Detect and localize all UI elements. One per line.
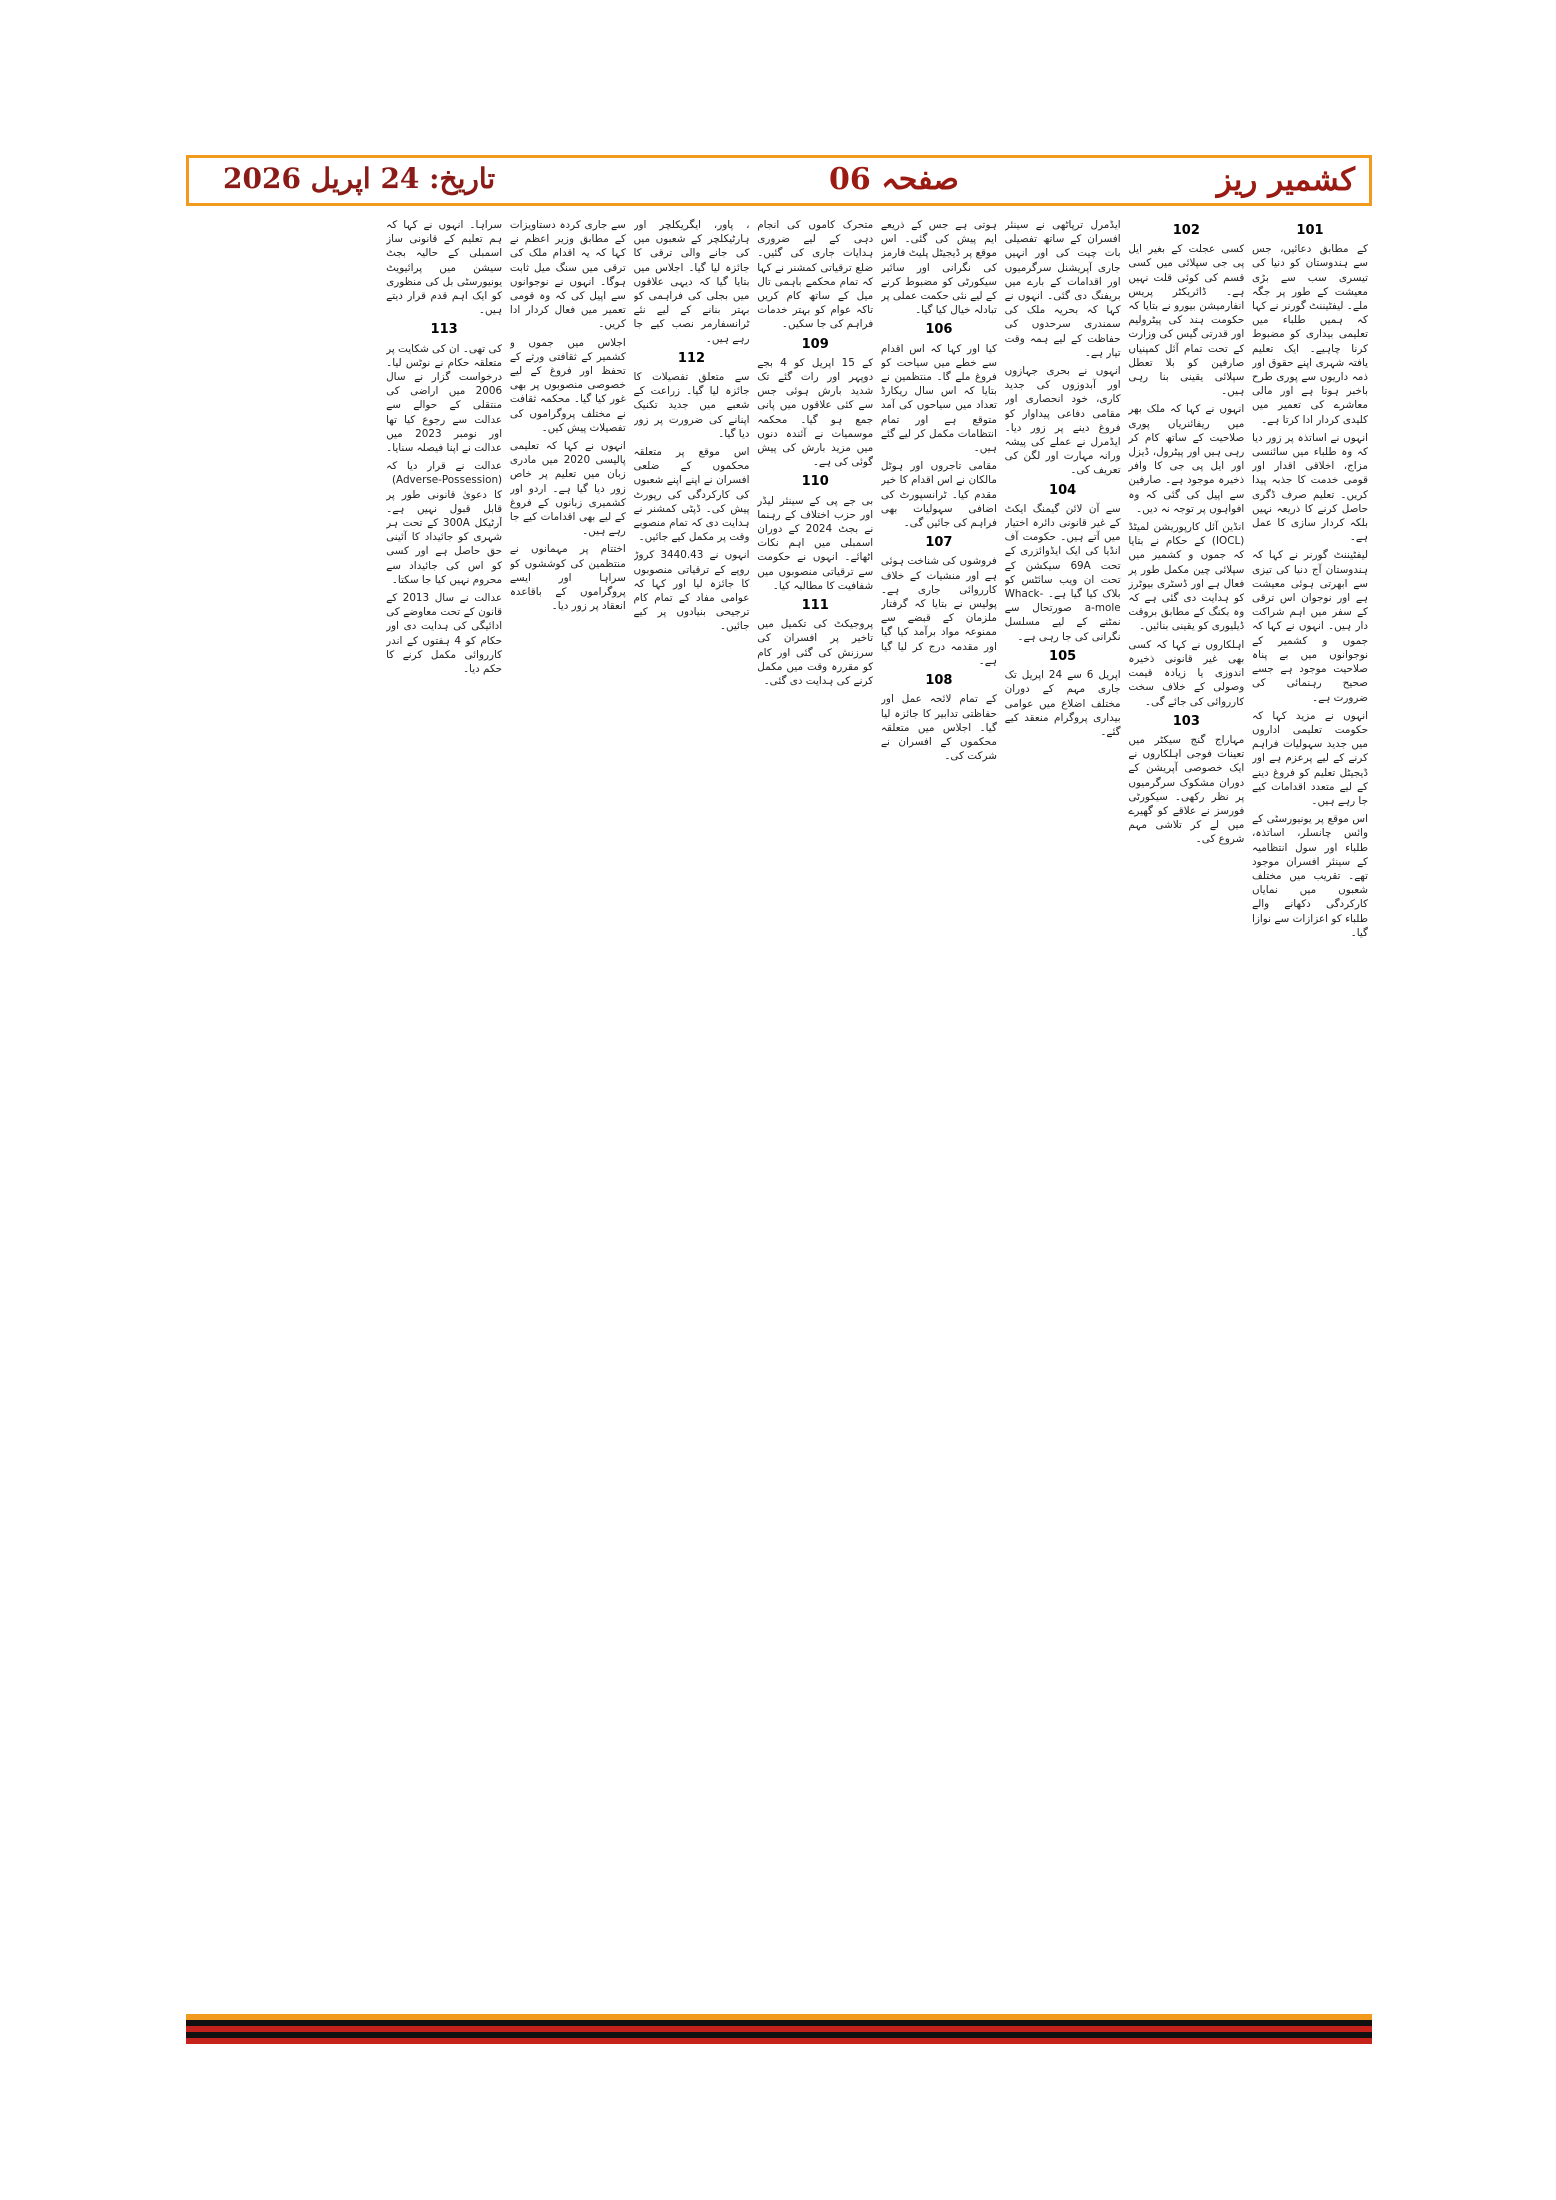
article-paragraph: اجلاس میں جموں و کشمیر کے ثقافتی ورثے کے تحفظ اور فروغ کے لیے خصوصی منصوبوں پر بھی غور کیا گیا۔ محکمہ ثقافت نے مختلف پروگراموں کی تفصیلات پیش کیں۔	[509, 336, 626, 434]
news-column-1	[1252, 218, 1368, 2008]
page-number: صفحہ 06	[829, 162, 959, 197]
news-column-7	[510, 218, 626, 2008]
article-number: 109	[801, 336, 829, 352]
article-paragraph: پروجیکٹ کی تکمیل میں تاخیر پر افسران کی سرزنش کی گئی اور کام کو مقررہ وقت میں مکمل کرنے کی ہدایت دی گئی۔	[757, 618, 874, 688]
article-paragraph: کے مطابق دعائیں، جس سے ہندوستان کو دنیا کی تیسری سب سے بڑی معیشت کے طور پر جگہ ملے۔ لیفٹیننٹ گورنر نے کہا کہ ہمیں طلباء میں تعلیمی بیداری کو مضبوط کرنا چاہیے۔ ایک تعلیم یافتہ شہری اپنے حقوق اور ذمہ داریوں سے پوری طرح باخبر ہوتا ہے اور مالی معاشرے کی تعمیر میں کلیدی کردار ادا کرتا ہے۔	[1252, 243, 1368, 426]
masthead	[186, 155, 1372, 206]
article-number: 101	[1296, 223, 1324, 238]
article-number: 106	[925, 322, 953, 338]
article-paragraph: فروشوں کی شناخت ہوئی ہے اور منشیات کے خلاف کارروائی جاری ہے۔ پولیس نے بتایا کہ گرفتار ملزمان کے قبضے سے ممنوعہ مواد برآمد کیا گیا اور مقدمہ درج کر لیا گیا ہے۔	[880, 555, 997, 667]
article-number: 103	[1172, 713, 1200, 729]
article-number: 105	[1049, 648, 1077, 664]
article-paragraph: سراہا۔ انہوں نے کہا کہ ہم تعلیم کے قانونی ساز اسمبلی کے حالیہ بجٹ سیشن میں پرائیویٹ یونیورسٹی بل کی منظوری کو ایک اہم قدم قرار دیتے ہیں۔	[386, 219, 503, 317]
article-paragraph: کے 15 اپریل کو 4 بجے دوپہر اور رات گئے تک شدید بارش ہوئی جس سے کئی علاقوں میں پانی جمع ہو گیا۔ محکمہ موسمیات نے آئندہ دنوں میں مزید بارش کی پیش گوئی کی ہے۔	[757, 356, 874, 469]
article-paragraph: انہوں نے کہا کہ تعلیمی پالیسی 2020 میں مادری زبان میں تعلیم پر خاص زور دیا گیا ہے۔ اردو اور کشمیری زبانوں کے فروغ کے لیے بھی اقدامات کیے جا رہے ہیں۔	[509, 440, 626, 538]
article-paragraph: سے جاری کردہ دستاویزات کے مطابق وزیر اعظم نے کہا کہ یہ اقدام ملک کی ترقی میں سنگ میل ثابت ہوگا۔ انہوں نے نوجوانوں سے اپیل کی کہ وہ قومی تعمیر میں فعال کردار ادا کریں۔	[509, 219, 626, 331]
article-paragraph: ہوتی ہے جس کے ذریعے ایم پیش کی گئی۔ اس موقع پر ڈیجیٹل پلیٹ فارمز کی نگرانی اور سائبر سیکورٹی کو مضبوط کرنے کے لیے نئی حکمت عملی پر تبادلہ خیال کیا گیا۔	[880, 219, 997, 317]
article-paragraph: سے آن لائن گیمنگ ایکٹ کے غیر قانونی دائرہ اختیار میں آتے ہیں۔ حکومت آف انڈیا کی ایک ایڈوائزری کے تحت 69A سیکشن کے تحت ان ویب سائٹس کو بلاک کیا گیا ہے۔ Whack-a-mole صورتحال سے نمٹنے کے لیے مسلسل نگرانی کی جا رہی ہے۔	[1004, 502, 1121, 643]
article-paragraph: ایڈمرل ترپاٹھی نے سینئر افسران کے ساتھ تفصیلی بات چیت کی اور انہیں جاری آپریشنل سرگرمیوں اور اقدامات کے بارے میں بریفنگ دی گئی۔ انہوں نے کہا کہ بحریہ ملک کی سمندری سرحدوں کی حفاظت کے لیے ہمہ وقت تیار ہے۔	[1004, 219, 1121, 359]
article-number: 111	[801, 598, 829, 614]
article-paragraph: اپریل 6 سے 24 اپریل تک جاری مہم کے دوران مختلف اضلاع میں عوامی بیداری پروگرام منعقد کیے گئے۔	[1004, 669, 1121, 738]
article-paragraph: انڈین آئل کارپوریشن لمیٹڈ (IOCL) کے حکام نے بتایا کہ جموں و کشمیر میں سپلائی چین مکمل طور پر فعال ہے اور ڈسٹری بیوٹرز کو ہدایت دی گئی ہے کہ وہ بکنگ کے مطابق بروقت ڈیلیوری کو یقینی بنائیں۔	[1128, 521, 1245, 633]
article-paragraph: مقامی تاجروں اور ہوٹل مالکان نے اس اقدام کا خیر مقدم کیا۔ ٹرانسپورٹ کی اضافی سہولیات بھی فراہم کی جائیں گی۔	[880, 460, 997, 530]
article-paragraph: عدالت نے قرار دیا کہ (Adverse-Possession) کا دعویٰ قانونی طور پر قابل قبول نہیں ہے۔ آرٹیکل 300A کے تحت ہر شہری کو جائیداد کا آئینی حق حاصل ہے اور کسی کو اس کی جائیداد سے محروم نہیں کیا جا سکتا۔	[386, 460, 503, 586]
article-paragraph: کی تھی۔ ان کی شکایت پر متعلقہ حکام نے نوٹس لیا۔ درخواست گزار نے سال 2006 میں اراضی کی منتقلی کے حوالے سے عدالت سے رجوع کیا تھا اور نومبر 2023 میں عدالت نے اپنا فیصلہ سنایا۔	[386, 342, 503, 455]
article-paragraph: انہوں نے بحری جہازوں اور آبدوزوں کی جدید کاری، خود انحصاری اور مقامی دفاعی پیداوار کو فروغ دینے پر زور دیا۔ ایڈمرل نے عملے کی پیشہ ورانہ مہارت اور لگن کی تعریف کی۔	[1004, 365, 1121, 477]
article-number: 108	[925, 673, 953, 689]
article-paragraph: انہوں نے اساتذہ پر زور دیا کہ وہ طلباء میں سائنسی مزاج، اخلاقی اقدار اور قومی خدمت کا جذبہ پیدا کریں۔ تعلیم صرف ڈگری حاصل کرنے کا ذریعہ نہیں بلکہ کردار سازی کا عمل ہے۔	[1252, 431, 1368, 544]
article-number: 102	[1172, 223, 1200, 238]
article-paragraph: انہوں نے مزید کہا کہ حکومت تعلیمی اداروں میں جدید سہولیات فراہم کرنے کے لیے پرعزم ہے اور ڈیجیٹل تعلیم کو فروغ دینے کے لیے متعدد اقدامات کیے جا رہے ہیں۔	[1252, 709, 1368, 807]
bottom-border-stripes	[186, 2014, 1372, 2044]
article-paragraph: اہلکاروں نے کہا کہ کسی بھی غیر قانونی ذخیرہ اندوزی یا زیادہ قیمت وصولی کے خلاف سخت کارروائی کی جائے گی۔	[1128, 638, 1245, 708]
article-number: 107	[925, 535, 953, 551]
article-paragraph: ، پاور، ایگریکلچر اور ہارٹیکلچر کے شعبوں میں کی جانے والی ترقی کا جائزہ لیا گیا۔ اجلاس میں بتایا گیا کہ دیہی علاقوں میں بجلی کی فراہمی کو بہتر بنانے کے لیے نئے ٹرانسفارمر نصب کیے جا رہے ہیں۔	[633, 219, 750, 345]
news-column-8	[386, 218, 502, 2008]
article-paragraph: بی جے پی کے سینئر لیڈر اور حزب اختلاف کے رہنما نے بجٹ 2024 کے دوران اسمبلی میں اہم نکات اٹھائے۔ انہوں نے حکومت سے ترقیاتی منصوبوں میں شفافیت کا مطالبہ کیا۔	[757, 494, 874, 592]
article-paragraph: اختتام پر مہمانوں نے منتظمین کی کوششوں کو سراہا اور ایسے پروگراموں کے باقاعدہ انعقاد پر زور دیا۔	[509, 543, 626, 613]
news-column-4	[881, 218, 997, 2008]
article-paragraph: متحرک کاموں کی انجام دہی کے لیے ضروری ہدایات جاری کی گئیں۔ ضلع ترقیاتی کمشنر نے کہا کہ تمام محکمے باہمی تال میل کے ساتھ کام کریں تاکہ عوام کو بہتر خدمات فراہم کی جا سکیں۔	[757, 219, 874, 331]
news-column-6	[634, 218, 750, 2008]
article-number: 113	[430, 322, 458, 338]
newspaper-title: کشمیر ریز	[1216, 162, 1355, 198]
article-paragraph: کیا اور کہا کہ اس اقدام سے خطے میں سیاحت کو فروغ ملے گا۔ منتظمین نے بتایا کہ اس سال ریکارڈ تعداد میں سیاحوں کی آمد متوقع ہے اور تمام انتظامات مکمل کر لیے گئے ہیں۔	[880, 342, 997, 455]
news-column-2	[1128, 218, 1244, 2008]
stripe-red	[186, 2038, 1372, 2044]
article-paragraph: لیفٹیننٹ گورنر نے کہا کہ ہندوستان آج دنیا کی تیزی سے ابھرتی ہوئی معیشت ہے اور نوجوان اس ترقی کے سفر میں اہم شراکت دار ہیں۔ انہوں نے کہا کہ جموں و کشمیر کے نوجوانوں میں بے پناہ صلاحیت موجود ہے جسے صحیح رہنمائی کی ضرورت ہے۔	[1252, 549, 1368, 704]
article-number: 104	[1049, 482, 1077, 498]
article-columns	[190, 218, 1368, 2008]
issue-date: تاریخ: 24 اپریل 2026	[223, 162, 496, 195]
article-paragraph: عدالت نے سال 2013 کے قانون کے تحت معاوضے کی ادائیگی کی ہدایت دی اور حکام کو 4 ہفتوں کے اندر کارروائی مکمل کرنے کا حکم دیا۔	[386, 592, 503, 676]
article-paragraph: انہوں نے کہا کہ ملک بھر میں ریفائنریاں پوری صلاحیت کے ساتھ کام کر رہی ہیں اور پیٹرول، ڈیزل اور ایل پی جی کا وافر ذخیرہ موجود ہے۔ صارفین سے اپیل کی گئی کہ وہ افواہوں پر توجہ نہ دیں۔	[1128, 403, 1245, 515]
article-paragraph: سے متعلق تفصیلات کا جائزہ لیا گیا۔ زراعت کے شعبے میں جدید تکنیک اپنانے کی ضرورت پر زور دیا گیا۔	[633, 371, 750, 440]
article-paragraph: مہاراج گنج سیکٹر میں تعینات فوجی اہلکاروں نے ایک خصوصی آپریشن کے دوران مشکوک سرگرمیوں پر نظر رکھی۔ سیکورٹی فورسز نے علاقے کو گھیرے میں لے کر تلاشی مہم شروع کی۔	[1128, 733, 1245, 846]
news-column-3	[1005, 218, 1121, 2008]
article-paragraph: انہوں نے 3440.43 کروڑ روپے کے ترقیاتی منصوبوں کا جائزہ لیا اور کہا کہ عوامی مفاد کے تمام کام ترجیحی بنیادوں پر کیے جائیں۔	[633, 549, 750, 633]
article-paragraph: اس موقع پر یونیورسٹی کے وائس چانسلر، اساتذہ، طلباء اور سول انتظامیہ کے سینئر افسران موجود تھے۔ تقریب میں مختلف شعبوں میں نمایاں کارکردگی دکھانے والے طلباء کو اعزازات سے نوازا گیا۔	[1252, 813, 1368, 939]
article-number: 112	[677, 350, 706, 366]
article-paragraph: کے تمام لائحہ عمل اور حفاظتی تدابیر کا جائزہ لیا گیا۔ اجلاس میں متعلقہ محکموں کے افسران نے شرکت کی۔	[880, 693, 997, 763]
article-number: 110	[801, 474, 829, 490]
article-paragraph: کسی عجلت کے بغیر ایل پی جی سپلائی میں کسی قسم کی کوئی قلت نہیں ہے۔ ڈائریکٹر پریس انفارمیشن بیورو نے بتایا کہ حکومت ہند کی پیٹرولیم اور قدرتی گیس کی وزارت کے تحت تمام آئل کمپنیاں صارفین کو بلا تعطل سپلائی یقینی بنا رہی ہیں۔	[1128, 243, 1245, 398]
news-column-5	[757, 218, 873, 2008]
article-paragraph: اس موقع پر متعلقہ محکموں کے ضلعی افسران نے اپنے اپنے شعبوں کی کارکردگی کی رپورٹ پیش کی۔ ڈپٹی کمشنر نے ہدایت دی کہ تمام منصوبے وقت پر مکمل کیے جائیں۔	[633, 446, 750, 544]
